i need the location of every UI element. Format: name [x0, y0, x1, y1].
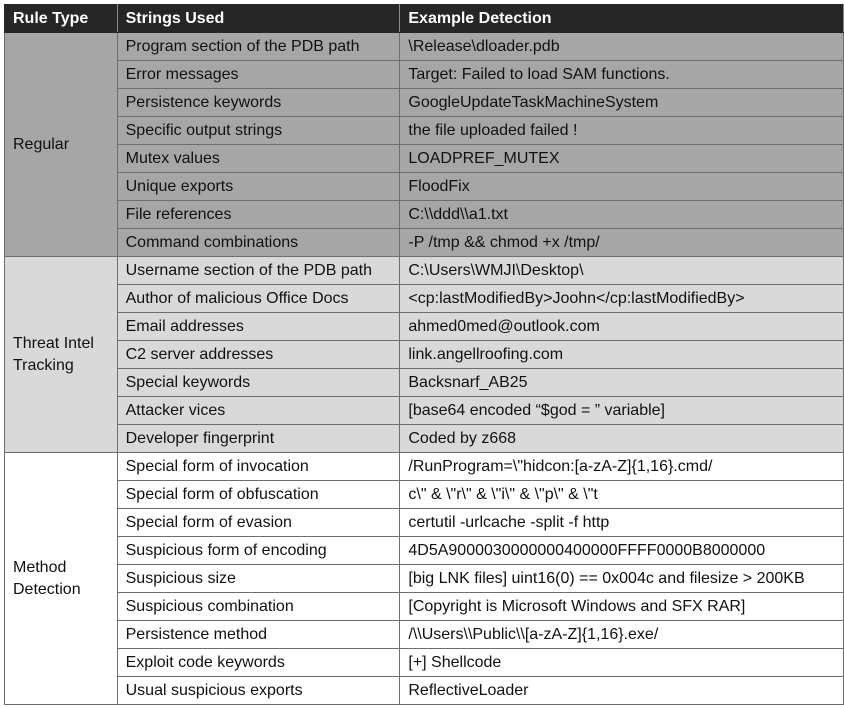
example-detection-cell: Backsnarf_AB25 — [400, 369, 844, 397]
rule-type-cell: Method Detection — [5, 453, 118, 705]
table-row — [5, 173, 844, 201]
strings-used-cell: Special form of invocation — [117, 453, 400, 481]
table-row — [5, 621, 844, 649]
table-row — [5, 509, 844, 537]
strings-used-cell: Developer fingerprint — [117, 425, 400, 453]
rule-type-cell: Threat Intel Tracking — [5, 257, 118, 453]
strings-used-cell: Special keywords — [117, 369, 400, 397]
header-strings-used: Strings Used — [117, 5, 400, 33]
table-row — [5, 285, 844, 313]
strings-used-cell: Email addresses — [117, 313, 400, 341]
example-detection-cell: Coded by z668 — [400, 425, 844, 453]
example-detection-cell: [Copyright is Microsoft Windows and SFX RAR] — [400, 593, 844, 621]
strings-used-cell: Special form of obfuscation — [117, 481, 400, 509]
table-row — [5, 481, 844, 509]
strings-used-cell: Program section of the PDB path — [117, 33, 400, 61]
table-row — [5, 313, 844, 341]
strings-used-cell: Specific output strings — [117, 117, 400, 145]
table-row — [5, 593, 844, 621]
strings-used-cell: Special form of evasion — [117, 509, 400, 537]
example-detection-cell: Target: Failed to load SAM functions. — [400, 61, 844, 89]
table-row — [5, 565, 844, 593]
table-row — [5, 369, 844, 397]
table-row — [5, 229, 844, 257]
rule-type-cell: Regular — [5, 33, 118, 257]
strings-used-cell: Suspicious size — [117, 565, 400, 593]
example-detection-cell: GoogleUpdateTaskMachineSystem — [400, 89, 844, 117]
example-detection-cell: /\\Users\\Public\\[a-zA-Z]{1,16}.exe/ — [400, 621, 844, 649]
example-detection-cell: \Release\dloader.pdb — [400, 33, 844, 61]
table-row — [5, 341, 844, 369]
example-detection-cell: [big LNK files] uint16(0) == 0x004c and filesize > 200KB — [400, 565, 844, 593]
example-detection-cell: the file uploaded failed ! — [400, 117, 844, 145]
table-body — [5, 33, 844, 705]
example-detection-cell: LOADPREF_MUTEX — [400, 145, 844, 173]
strings-used-cell: Command combinations — [117, 229, 400, 257]
example-detection-cell: ahmed0med@outlook.com — [400, 313, 844, 341]
example-detection-cell: ReflectiveLoader — [400, 677, 844, 705]
strings-used-cell: Suspicious form of encoding — [117, 537, 400, 565]
detection-rules-table — [4, 4, 844, 705]
example-detection-cell: -P /tmp && chmod +x /tmp/ — [400, 229, 844, 257]
header-rule-type: Rule Type — [5, 5, 118, 33]
example-detection-cell: 4D5A9000030000000400000FFFF0000B8000000 — [400, 537, 844, 565]
example-detection-cell: c\" & \"r\" & \"i\" & \"p\" & \"t — [400, 481, 844, 509]
example-detection-cell: certutil -urlcache -split -f http — [400, 509, 844, 537]
example-detection-cell: C:\Users\WMJI\Desktop\ — [400, 257, 844, 285]
table-row — [5, 117, 844, 145]
table-row — [5, 61, 844, 89]
table-row — [5, 145, 844, 173]
example-detection-cell: FloodFix — [400, 173, 844, 201]
strings-used-cell: Mutex values — [117, 145, 400, 173]
strings-used-cell: Usual suspicious exports — [117, 677, 400, 705]
strings-used-cell: Persistence keywords — [117, 89, 400, 117]
strings-used-cell: Exploit code keywords — [117, 649, 400, 677]
strings-used-cell: C2 server addresses — [117, 341, 400, 369]
table-row — [5, 89, 844, 117]
example-detection-cell: [+] Shellcode — [400, 649, 844, 677]
strings-used-cell: Unique exports — [117, 173, 400, 201]
strings-used-cell: Username section of the PDB path — [117, 257, 400, 285]
table-row — [5, 425, 844, 453]
example-detection-cell: C:\\ddd\\a1.txt — [400, 201, 844, 229]
table-row — [5, 537, 844, 565]
example-detection-cell: /RunProgram=\"hidcon:[a-zA-Z]{1,16}.cmd/ — [400, 453, 844, 481]
example-detection-cell: [base64 encoded “$god = ” variable] — [400, 397, 844, 425]
table-row — [5, 649, 844, 677]
header-example-detection: Example Detection — [400, 5, 844, 33]
strings-used-cell: Error messages — [117, 61, 400, 89]
example-detection-cell: link.angellroofing.com — [400, 341, 844, 369]
table-header-row — [5, 5, 844, 33]
table-row — [5, 201, 844, 229]
strings-used-cell: File references — [117, 201, 400, 229]
example-detection-cell: <cp:lastModifiedBy>Joohn</cp:lastModifiedBy> — [400, 285, 844, 313]
table-row — [5, 453, 844, 481]
table-row — [5, 257, 844, 285]
strings-used-cell: Persistence method — [117, 621, 400, 649]
table-row — [5, 397, 844, 425]
table-row — [5, 33, 844, 61]
strings-used-cell: Suspicious combination — [117, 593, 400, 621]
table-row — [5, 677, 844, 705]
strings-used-cell: Attacker vices — [117, 397, 400, 425]
strings-used-cell: Author of malicious Office Docs — [117, 285, 400, 313]
